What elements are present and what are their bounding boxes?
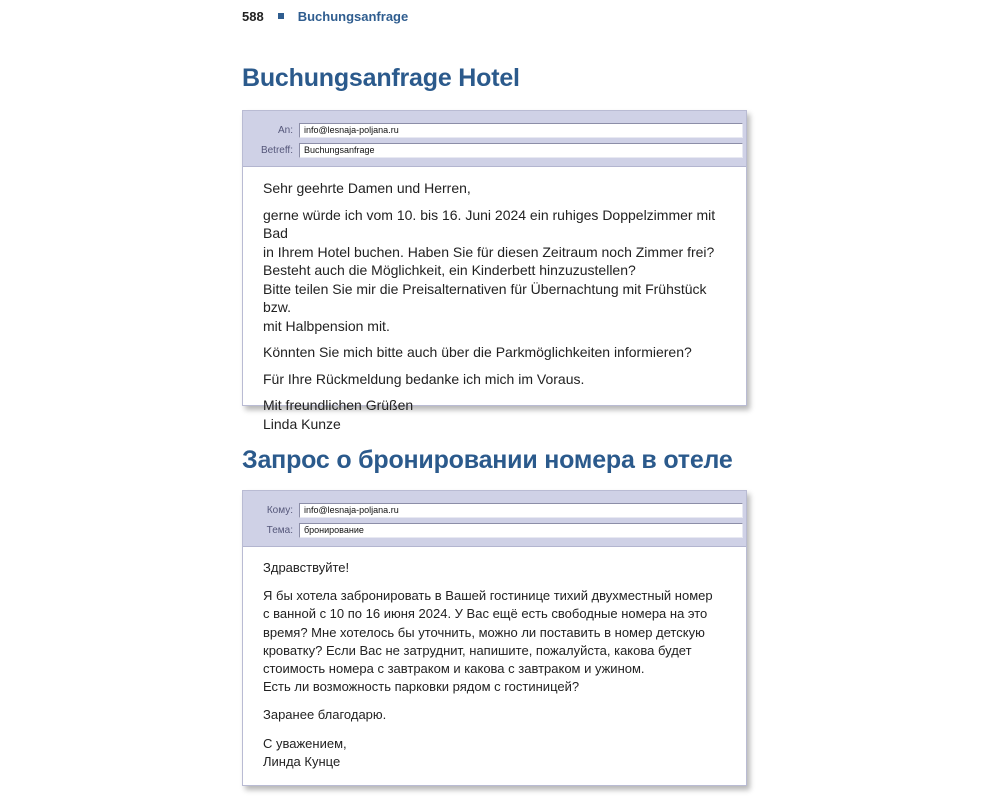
german-heading: Buchungsanfrage Hotel (242, 64, 520, 92)
body-line: с ванной с 10 по 16 июня 2024. У Вас ещё есть свободные номера на это (263, 606, 708, 622)
running-head (242, 7, 408, 25)
paragraph: Für Ihre Rückmeldung bedanke ich mich im Voraus. (263, 370, 585, 387)
paragraph (263, 206, 728, 336)
paragraph: Заранее благодарю. (263, 707, 387, 723)
section-title: Buchungsanfrage (297, 8, 409, 24)
body-line: Есть ли возможность парковки рядом с гостиницей? (263, 679, 580, 695)
bullet-square-icon (278, 13, 284, 19)
to-row (243, 502, 746, 518)
to-row (243, 122, 746, 138)
russian-heading: Запрос о бронировании номера в отеле (242, 446, 733, 474)
body-line: стоимость номера с завтраком и какова с завтраком и ужином. (263, 661, 645, 677)
body-line: mit Halbpension mit. (263, 317, 390, 334)
body-line: кроватку? Если Вас не затруднит, напишите, пожалуйста, какова будет (263, 642, 692, 658)
email-header (243, 111, 746, 167)
closing-line: Mit freundlichen Grüßen (263, 397, 414, 413)
email-body (243, 167, 746, 433)
to-label: Кому: (266, 504, 293, 516)
subject-field[interactable]: бронирование (299, 523, 743, 538)
signature-name: Linda Kunze (263, 415, 341, 432)
body-line: Я бы хотела забронировать в Вашей гостинице тихий двухместный номер (263, 588, 713, 604)
subject-field[interactable]: Buchungsanfrage (299, 143, 743, 158)
signature (263, 735, 728, 771)
subject-label: Тема: (266, 524, 293, 536)
subject-label: Betreff: (260, 144, 293, 156)
russian-email-card (242, 490, 747, 786)
body-line: Bitte teilen Sie mir die Preisalternativen für Übernachtung mit Frühstück bzw. (263, 280, 707, 315)
body-line: in Ihrem Hotel buchen. Haben Sie für diesen Zeitraum noch Zimmer frei? (263, 243, 715, 260)
greeting: Здравствуйте! (263, 560, 350, 575)
to-label: An: (277, 124, 293, 136)
paragraph (263, 587, 728, 696)
subject-row (243, 522, 746, 538)
body-line: Besteht auch die Möglichkeit, ein Kinderbett hinzuzustellen? (263, 262, 636, 278)
signature-name: Линда Кунце (263, 753, 341, 769)
page-number: 588 (242, 8, 264, 24)
subject-row (243, 142, 746, 158)
to-field[interactable]: info@lesnaja-poljana.ru (299, 503, 743, 518)
body-line: gerne würde ich vom 10. bis 16. Juni 2024 ein ruhiges Doppelzimmer mit Bad (263, 206, 716, 241)
closing-line: С уважением, (263, 735, 347, 751)
greeting: Sehr geehrte Damen und Herren, (263, 180, 471, 196)
signature (263, 396, 728, 433)
to-field[interactable]: info@lesnaja-poljana.ru (299, 123, 743, 138)
email-header (243, 491, 746, 547)
german-email-card (242, 110, 747, 432)
email-body (243, 547, 746, 771)
paragraph: Könnten Sie mich bitte auch über die Parkmöglichkeiten informieren? (263, 344, 692, 360)
body-line: время? Мне хотелось бы уточнить, можно ли поставить в номер детскую (263, 624, 705, 640)
